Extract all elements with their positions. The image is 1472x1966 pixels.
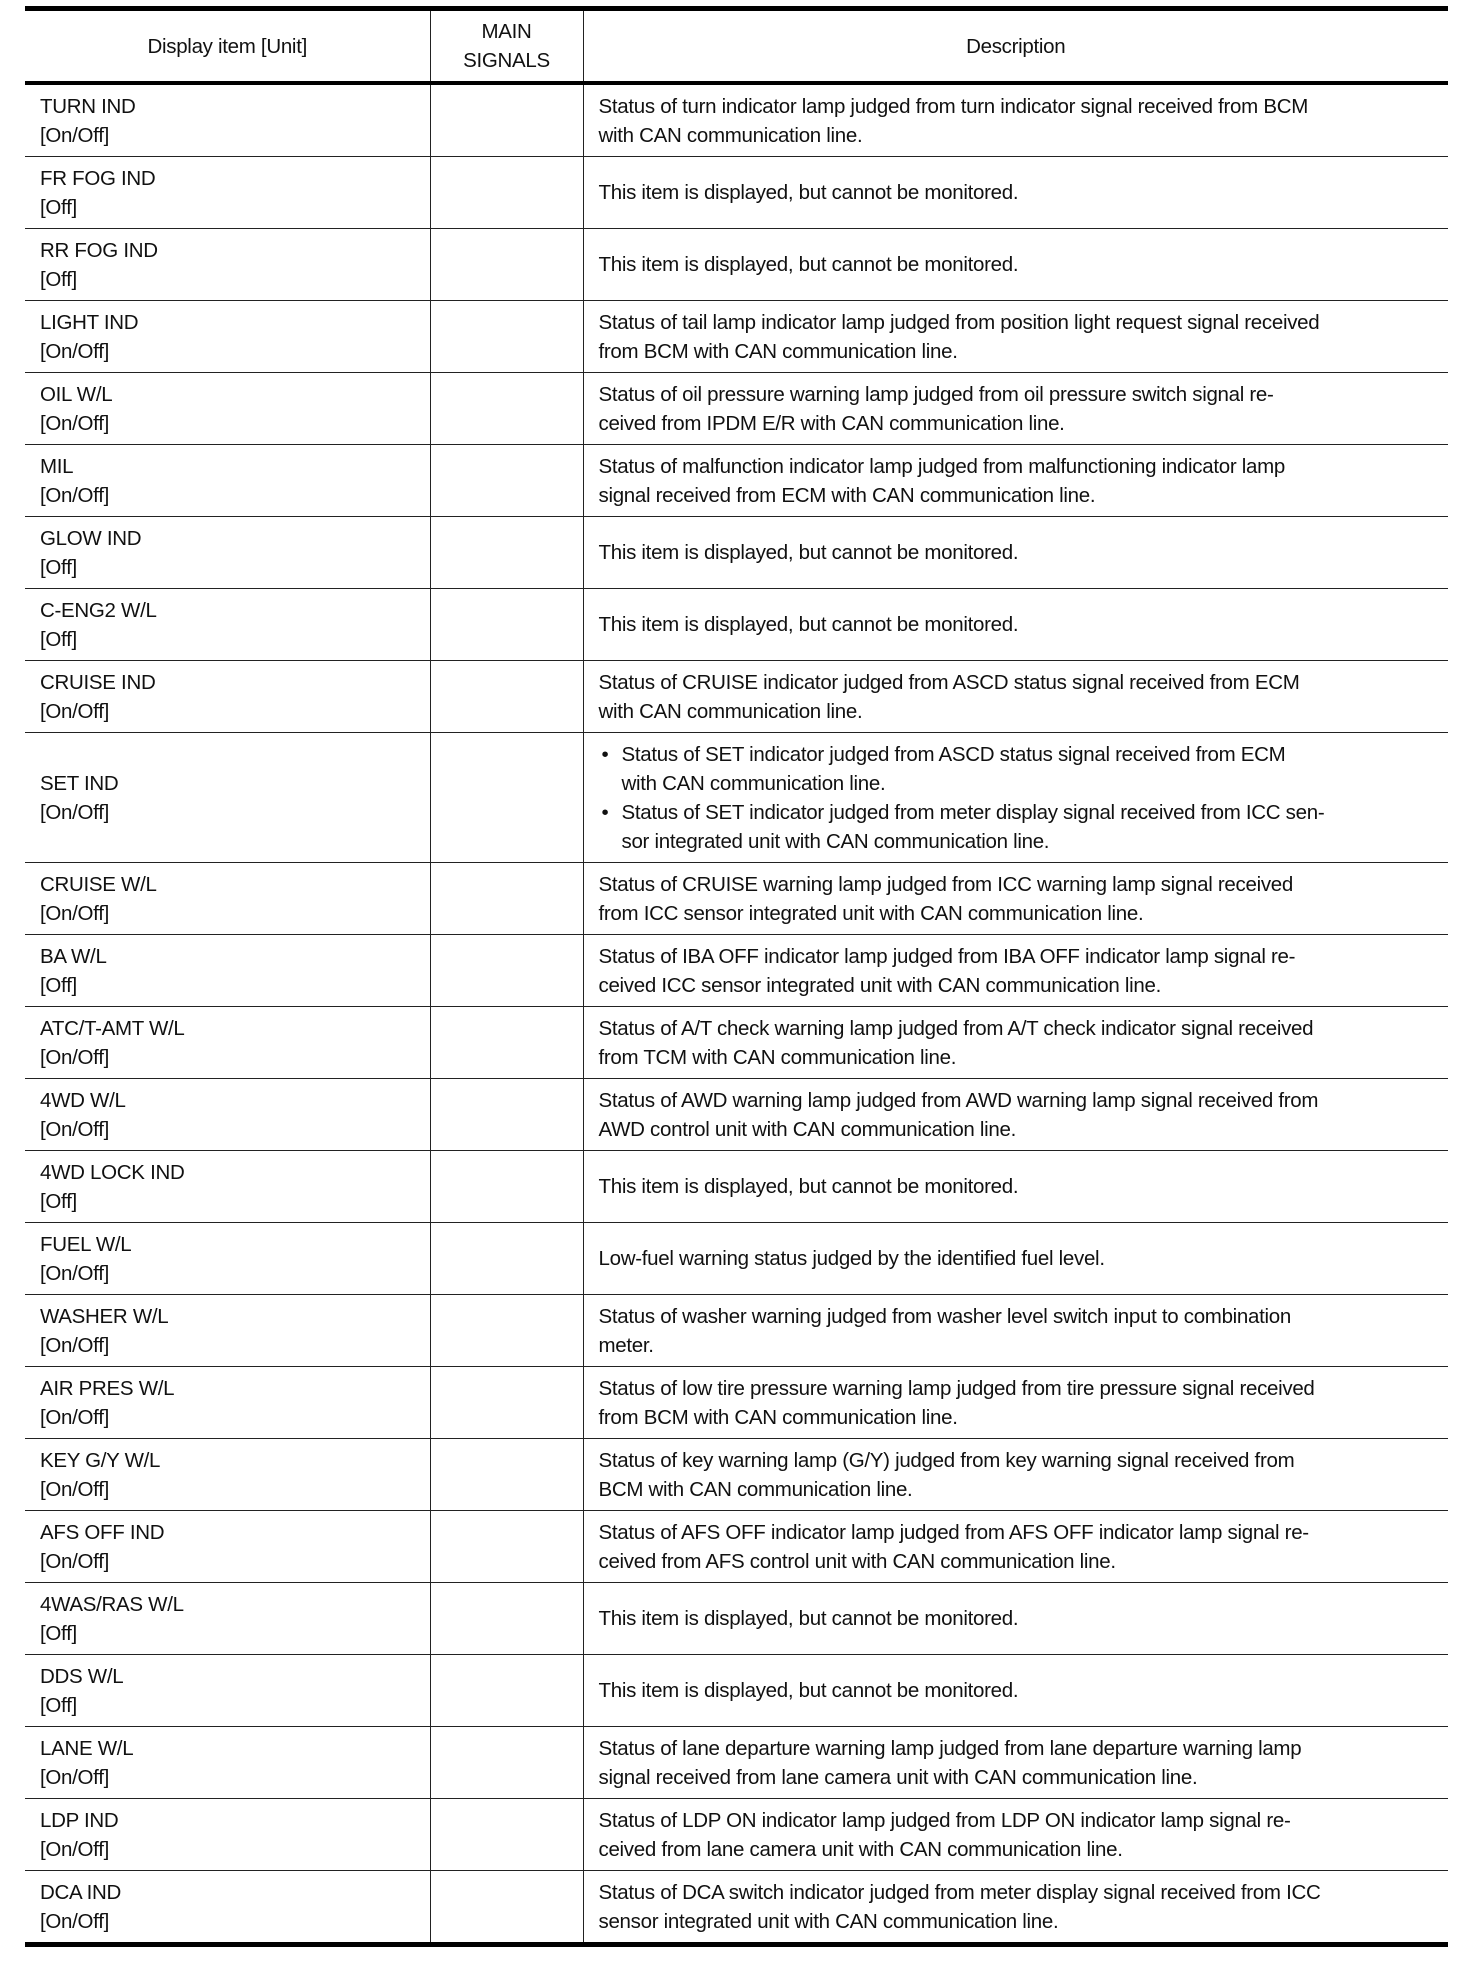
item-unit: [On/Off]	[40, 800, 109, 824]
main-signals-cell	[430, 589, 583, 661]
item-name: MIL	[40, 454, 74, 478]
description-line: This item is displayed, but cannot be monitored.	[598, 1175, 1019, 1198]
display-item-cell	[25, 1079, 430, 1151]
description-line: • Status of SET indicator judged from ASCD status signal received from ECM	[621, 742, 1286, 766]
description-cell	[583, 733, 1448, 863]
item-name: FUEL W/L	[40, 1232, 132, 1256]
display-item-cell	[25, 1295, 430, 1367]
description-cell	[583, 229, 1448, 301]
main-signals-cell	[430, 1223, 583, 1295]
main-signals-cell	[430, 733, 583, 863]
header-display-item: Display item [Unit]	[25, 9, 430, 84]
display-item-cell	[25, 1007, 430, 1079]
description-line: Status of lane departure warning lamp judged from lane departure warning lamp	[598, 1736, 1302, 1760]
item-unit: [Off]	[40, 555, 77, 579]
description-line: This item is displayed, but cannot be monitored.	[598, 613, 1019, 636]
table-row	[25, 1223, 1448, 1295]
description-line: meter.	[598, 1333, 654, 1357]
description-line: Status of IBA OFF indicator lamp judged from IBA OFF indicator lamp signal re-	[598, 944, 1296, 968]
description-cell	[583, 157, 1448, 229]
description-bullet	[599, 798, 1441, 856]
table-row	[25, 445, 1448, 517]
display-item-cell	[25, 935, 430, 1007]
main-signals-cell	[430, 517, 583, 589]
description-line: AWD control unit with CAN communication line.	[598, 1117, 1017, 1141]
description-line: from TCM with CAN communication line.	[598, 1045, 957, 1069]
table-row	[25, 1295, 1448, 1367]
description-line: Status of A/T check warning lamp judged from A/T check indicator signal received	[598, 1016, 1314, 1040]
item-name: RR FOG IND	[40, 238, 158, 262]
description-cell	[583, 445, 1448, 517]
main-signals-cell	[430, 1151, 583, 1223]
item-unit: [On/Off]	[40, 1405, 109, 1429]
item-unit: [On/Off]	[40, 1837, 109, 1861]
item-name: SET IND	[40, 771, 119, 795]
item-name: TURN IND	[40, 94, 136, 118]
description-cell	[583, 1079, 1448, 1151]
description-line: ceived ICC sensor integrated unit with CAN communication line.	[598, 973, 1161, 997]
main-signals-cell	[430, 1367, 583, 1439]
description-line: with CAN communication line.	[598, 123, 863, 147]
description-line: Low-fuel warning status judged by the identified fuel level.	[598, 1247, 1105, 1270]
table-row	[25, 1439, 1448, 1511]
item-unit: [Off]	[40, 1693, 77, 1717]
main-signals-cell	[430, 445, 583, 517]
main-signals-cell	[430, 1295, 583, 1367]
item-name: KEY G/Y W/L	[40, 1448, 161, 1472]
description-line: This item is displayed, but cannot be monitored.	[598, 541, 1019, 564]
main-signals-cell	[430, 863, 583, 935]
item-unit: [On/Off]	[40, 483, 109, 507]
display-item-cell	[25, 517, 430, 589]
table-row	[25, 1799, 1448, 1871]
main-signals-cell	[430, 83, 583, 157]
description-line: Status of LDP ON indicator lamp judged from LDP ON indicator lamp signal re-	[598, 1808, 1291, 1832]
table-row	[25, 373, 1448, 445]
description-line: Status of CRUISE indicator judged from ASCD status signal received from ECM	[598, 670, 1300, 694]
description-cell	[583, 1007, 1448, 1079]
main-signals-cell	[430, 1007, 583, 1079]
description-line: BCM with CAN communication line.	[598, 1477, 913, 1501]
table-row	[25, 83, 1448, 157]
item-name: OIL W/L	[40, 382, 113, 406]
main-signals-cell	[430, 935, 583, 1007]
main-signals-cell	[430, 1727, 583, 1799]
item-unit: [Off]	[40, 1621, 77, 1645]
item-name: 4WD W/L	[40, 1088, 126, 1112]
description-cell	[583, 83, 1448, 157]
display-item-cell	[25, 733, 430, 863]
item-unit: [On/Off]	[40, 1117, 109, 1141]
main-signals-cell	[430, 661, 583, 733]
description-cell	[583, 1655, 1448, 1727]
item-unit: [On/Off]	[40, 1909, 109, 1933]
description-line: signal received from lane camera unit with CAN communication line.	[598, 1765, 1198, 1789]
description-cell	[583, 1511, 1448, 1583]
description-line: from ICC sensor integrated unit with CAN communication line.	[598, 901, 1144, 925]
description-cell	[583, 1223, 1448, 1295]
main-signals-cell	[430, 1583, 583, 1655]
description-cell	[583, 589, 1448, 661]
table-row	[25, 1007, 1448, 1079]
description-cell	[583, 1583, 1448, 1655]
item-name: LANE W/L	[40, 1736, 134, 1760]
item-unit: [On/Off]	[40, 123, 109, 147]
table-row	[25, 1727, 1448, 1799]
table-row	[25, 301, 1448, 373]
display-item-cell	[25, 157, 430, 229]
description-line: Status of CRUISE warning lamp judged from ICC warning lamp signal received	[598, 872, 1293, 896]
description-line: • Status of SET indicator judged from meter display signal received from ICC sen-	[621, 800, 1325, 824]
item-unit: [Off]	[40, 627, 77, 651]
table-row	[25, 1151, 1448, 1223]
table-row	[25, 1871, 1448, 1945]
display-item-cell	[25, 1871, 430, 1945]
table-row	[25, 1655, 1448, 1727]
description-line: Status of AFS OFF indicator lamp judged from AFS OFF indicator lamp signal re-	[598, 1520, 1309, 1544]
main-signals-cell	[430, 1079, 583, 1151]
description-line: Status of low tire pressure warning lamp judged from tire pressure signal received	[598, 1376, 1315, 1400]
item-name: ATC/T-AMT W/L	[40, 1016, 185, 1040]
display-items-table	[25, 6, 1448, 1947]
item-name: AFS OFF IND	[40, 1520, 165, 1544]
description-line: ceived from IPDM E/R with CAN communication line.	[598, 411, 1065, 435]
item-name: LIGHT IND	[40, 310, 139, 334]
description-line: Status of key warning lamp (G/Y) judged from key warning signal received from	[598, 1448, 1295, 1472]
table-row	[25, 661, 1448, 733]
item-name: AIR PRES W/L	[40, 1376, 175, 1400]
item-name: GLOW IND	[40, 526, 142, 550]
display-item-cell	[25, 373, 430, 445]
description-cell	[583, 373, 1448, 445]
display-item-cell	[25, 1439, 430, 1511]
description-line: This item is displayed, but cannot be monitored.	[598, 1679, 1019, 1702]
item-unit: [On/Off]	[40, 1333, 109, 1357]
item-unit: [Off]	[40, 973, 77, 997]
display-item-cell	[25, 1799, 430, 1871]
item-unit: [On/Off]	[40, 699, 109, 723]
description-line: This item is displayed, but cannot be monitored.	[598, 1607, 1019, 1630]
header-row	[25, 9, 1448, 84]
item-name: C-ENG2 W/L	[40, 598, 157, 622]
description-cell	[583, 1727, 1448, 1799]
item-unit: [On/Off]	[40, 1549, 109, 1573]
description-cell	[583, 1799, 1448, 1871]
item-unit: [On/Off]	[40, 1477, 109, 1501]
description-cell	[583, 1439, 1448, 1511]
item-name: LDP IND	[40, 1808, 119, 1832]
item-name: CRUISE W/L	[40, 872, 157, 896]
display-item-cell	[25, 1511, 430, 1583]
table-row	[25, 1079, 1448, 1151]
item-name: BA W/L	[40, 944, 107, 968]
item-name: 4WD LOCK IND	[40, 1160, 185, 1184]
description-line: sensor integrated unit with CAN communication line.	[598, 1909, 1059, 1933]
display-item-cell	[25, 1223, 430, 1295]
description-cell	[583, 1295, 1448, 1367]
description-line: Status of turn indicator lamp judged from turn indicator signal received from BCM	[598, 94, 1308, 118]
item-name: DCA IND	[40, 1880, 122, 1904]
description-line: sor integrated unit with CAN communication line.	[621, 829, 1050, 853]
header-main-signals: MAIN SIGNALS	[430, 9, 583, 84]
description-line: with CAN communication line.	[621, 771, 886, 795]
main-signals-cell	[430, 1799, 583, 1871]
description-line: with CAN communication line.	[598, 699, 863, 723]
description-line: ceived from AFS control unit with CAN communication line.	[598, 1549, 1116, 1573]
display-item-cell	[25, 229, 430, 301]
description-cell	[583, 1367, 1448, 1439]
description-line: Status of oil pressure warning lamp judged from oil pressure switch signal re-	[598, 382, 1274, 406]
display-item-cell	[25, 1367, 430, 1439]
item-name: WASHER W/L	[40, 1304, 169, 1328]
description-line: This item is displayed, but cannot be monitored.	[598, 253, 1019, 276]
display-item-cell	[25, 1583, 430, 1655]
display-item-cell	[25, 1655, 430, 1727]
main-signals-cell	[430, 1871, 583, 1945]
display-item-cell	[25, 1151, 430, 1223]
display-item-cell	[25, 1727, 430, 1799]
description-cell	[583, 1151, 1448, 1223]
main-signals-cell	[430, 373, 583, 445]
item-unit: [On/Off]	[40, 1261, 109, 1285]
description-line: from BCM with CAN communication line.	[598, 1405, 958, 1429]
description-line: Status of tail lamp indicator lamp judged from position light request signal received	[598, 310, 1320, 334]
item-unit: [On/Off]	[40, 1765, 109, 1789]
description-line: ceived from lane camera unit with CAN communication line.	[598, 1837, 1123, 1861]
main-signals-cell	[430, 1655, 583, 1727]
item-name: DDS W/L	[40, 1664, 124, 1688]
item-unit: [Off]	[40, 267, 77, 291]
table-row	[25, 157, 1448, 229]
main-signals-cell	[430, 1511, 583, 1583]
item-name: FR FOG IND	[40, 166, 156, 190]
table-row	[25, 229, 1448, 301]
description-line: signal received from ECM with CAN communication line.	[598, 483, 1096, 507]
main-signals-cell	[430, 1439, 583, 1511]
description-line: from BCM with CAN communication line.	[598, 339, 958, 363]
item-unit: [Off]	[40, 1189, 77, 1213]
main-signals-cell	[430, 157, 583, 229]
item-unit: [On/Off]	[40, 1045, 109, 1069]
table-row	[25, 935, 1448, 1007]
display-item-cell	[25, 863, 430, 935]
header-description: Description	[583, 9, 1448, 84]
display-item-cell	[25, 301, 430, 373]
table-row	[25, 1367, 1448, 1439]
description-cell	[583, 863, 1448, 935]
item-name: CRUISE IND	[40, 670, 156, 694]
display-item-cell	[25, 83, 430, 157]
description-line: This item is displayed, but cannot be monitored.	[598, 181, 1019, 204]
description-cell	[583, 517, 1448, 589]
main-signals-cell	[430, 301, 583, 373]
table-row	[25, 733, 1448, 863]
table-row	[25, 1511, 1448, 1583]
description-cell	[583, 301, 1448, 373]
table-row	[25, 863, 1448, 935]
description-cell	[583, 1871, 1448, 1945]
item-unit: [On/Off]	[40, 411, 109, 435]
description-line: Status of AWD warning lamp judged from AWD warning lamp signal received from	[598, 1088, 1319, 1112]
display-item-cell	[25, 445, 430, 517]
table-row	[25, 1583, 1448, 1655]
table-row	[25, 517, 1448, 589]
item-unit: [On/Off]	[40, 901, 109, 925]
item-unit: [Off]	[40, 195, 77, 219]
description-cell	[583, 661, 1448, 733]
table-row	[25, 589, 1448, 661]
main-signals-cell	[430, 229, 583, 301]
description-line: Status of washer warning judged from washer level switch input to combination	[598, 1304, 1291, 1328]
item-name: 4WAS/RAS W/L	[40, 1592, 184, 1616]
display-item-cell	[25, 661, 430, 733]
description-cell	[583, 935, 1448, 1007]
description-bullet	[599, 740, 1441, 798]
description-line: Status of malfunction indicator lamp judged from malfunctioning indicator lamp	[598, 454, 1285, 478]
item-unit: [On/Off]	[40, 339, 109, 363]
display-item-cell	[25, 589, 430, 661]
description-line: Status of DCA switch indicator judged from meter display signal received from ICC	[598, 1880, 1321, 1904]
